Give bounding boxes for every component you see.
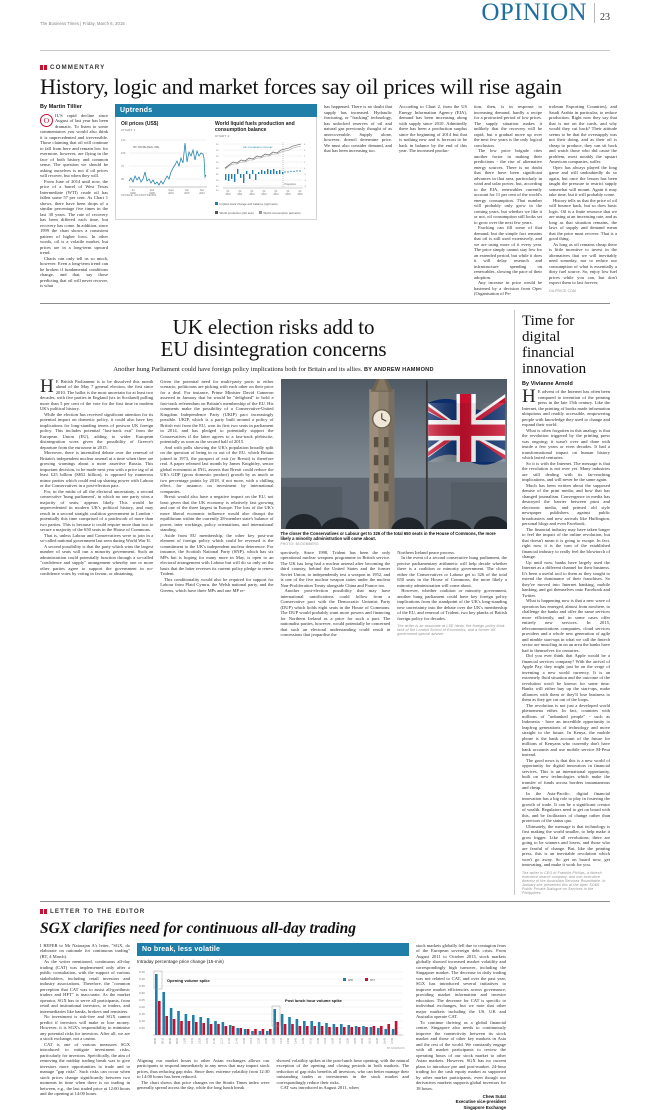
- svg-text:16:45: 16:45: [383, 1037, 386, 1044]
- svg-text:2016: 2016: [297, 194, 303, 196]
- svg-text:Feb: Feb: [150, 189, 155, 192]
- svg-text:0.35: 0.35: [139, 984, 145, 988]
- story-divider-1: [40, 303, 610, 304]
- svg-text:Q1: Q1: [262, 191, 266, 193]
- svg-text:35: 35: [121, 177, 124, 181]
- paragraph: History tells us that the price of oil will bounce back, but so does basic logic. Oil is a finite resource that we are using at an increasing rate, and as long as that situation remains, the laws of supply and demand mean that the price must recover. That is a good thing.: [549, 198, 617, 242]
- standfirst: [40, 366, 507, 374]
- letter-column-4: [416, 943, 506, 1110]
- paragraph: Moreover, there is intensified debate over the renewal of Britain's independent nuclear arsenal at a time when there are growing warnings about a more assertive Russia. This important decision, to be made next year with a price tag of at least £25 billion (S$52 billion), is opposed by numerous minor parties which could end up sharing power with Labour or the Conservatives in a post-election pact.: [40, 450, 153, 489]
- masthead-rule: [40, 50, 610, 51]
- svg-text:09:30: 09:30: [169, 1037, 172, 1044]
- svg-text:92: 92: [216, 156, 219, 158]
- svg-text:16:00: 16:00: [361, 1037, 364, 1044]
- svg-text:Q1: Q1: [274, 191, 278, 193]
- svg-text:90: 90: [216, 162, 219, 164]
- svg-text:09:45: 09:45: [176, 1037, 179, 1044]
- svg-text:13:15: 13:15: [280, 1037, 283, 1044]
- chart3-svg: [137, 966, 409, 1050]
- paragraph: The low price brigade cites another factor in making their predictions - the rise of alternative energy sources. There is no doubt that there have been significant advances in that area, particularly in wind and solar power, but, according to the EIA, renewables currently account for 11 per cent of the world's energy consumption. That number will probably only grow in the coming years, but whether we like it or not, oil consumption still looks set to grow over the next few years.: [474, 148, 542, 225]
- paragraph: Aligning our market hours to other Asian exchanges allows our participants to respond immediately to any news that may impact stock prices, thus reducing gap risks. Since then, extreme volatility from 12:30 to 14:00 hours has been reduced.: [137, 1058, 270, 1080]
- svg-text:11:45: 11:45: [235, 1037, 238, 1043]
- paragraph: That is, unless Labour and Conservatives were to join in a so-called national government last seen during World War II.: [40, 533, 153, 544]
- chart1-svg: [121, 132, 209, 194]
- paragraph: In the Asia-Pacific, digital financial innovation has a big role to play in fostering the growth of trade. It can be a significant creator of wealth. Regulators need to get on board with this, and be facilitators of change rather than protectors of the status quo.: [522, 791, 610, 824]
- story-digital-finance: [522, 310, 610, 895]
- photo-svg: [281, 379, 508, 529]
- paragraph: Ultimately, the message is that technology is first making the world smaller, to help make it grow bigger. Like all revolutions, there are going to be winners and losers, and those who are fearful of change. But, like the printing press, this is an inevitable revolution which won't go away. So get on board now, get innovating, and make it work for you.: [522, 824, 610, 868]
- story1-column-4: [399, 104, 467, 297]
- lower-section: [40, 310, 610, 895]
- byline-vivianne-arnold: By Vivianne Arnold: [522, 381, 610, 387]
- svg-text:80: 80: [216, 190, 219, 192]
- svg-text:2011: 2011: [238, 194, 244, 196]
- paragraph-dropcap: HE advent of the Internet has often been compared to invention of the printing press in the late 15th century. Like the Internet, the printing of books made information ubiquitous and readily accessible, empowering people with knowledge they used to change and expand their world.: [522, 389, 610, 428]
- paragraph: showed volatility spikes at the post-lunch hour opening, with the natural exception of the opening and closing periods in both markets. The reduction of gap risks benefits all investors, who can better manage their outstanding trades or investments in the stock market and correspondingly reduce their risks.: [277, 1058, 410, 1086]
- svg-text:70: 70: [121, 164, 124, 168]
- paragraph: As long as oil remains cheap there is little incentive to invest in the alternatives that we will inevitably need someday, nor to reduce our consumption of what is essentially a dirty fuel source. So, enjoy low fuel prices while you can, but don't expect them to last forever.: [549, 242, 617, 286]
- story-letter-editor: [40, 908, 610, 1110]
- paragraph: Fracking can fill some of that demand, but the simple fact remains that oil is still used extensively, and we are using more of it every year. The price simply cannot stay low for an extended period, but while it does it will delay research and infrastructure spending on renewables, slowing the pace of their adoption.: [474, 225, 542, 280]
- photo-big-ben-union-jack: [281, 379, 508, 529]
- svg-text:Q1: Q1: [226, 191, 230, 193]
- standfirst-text: Another hung Parliament could have foreign policy implications both for Britain and its allies.: [113, 366, 362, 373]
- paragraph: Brexit would also have a negative impact on the EU, not least given that the UK economy is relatively fast growing and one of the three largest in Europe. The loss of the UK's more liberal economic influence would also disrupt the equilibrium within the currently 28-member state's balance of power, inter workings, policy orientations, and international standing.: [160, 494, 273, 533]
- svg-text:-1: -1: [304, 174, 307, 176]
- svg-text:Nov: Nov: [200, 189, 205, 192]
- svg-text:2001: 2001: [168, 192, 174, 194]
- headline-oil: History, logic and market forces say oil prices will rise again: [40, 75, 610, 99]
- paragraph: In the event of a second consecutive hung parliament, the precise parliamentary arithmetic will help decide whether there is a coalition or minority government. The closer either the Conservatives or Labour get to 326 of the total 650 seats in the House of Commons, the more likely a minority administration will come about.: [397, 555, 507, 588]
- svg-text:-3: -3: [304, 186, 307, 188]
- paragraph: And with polls showing the UK's population broadly split on the question of being in or out of the EU, which Britain joined in 1973, the prospect of exit (or Brexit) is therefore real. A paper released last month by James Knightley, senior global economist at ING, asserts that Brexit could reduce the UK's GDP (gross domestic product) growth by as much as two percentage points by 2018, if not more, with a chilling effect, for instance, on investment by international companies.: [160, 445, 273, 495]
- svg-text:09:00: 09:00: [154, 1037, 157, 1044]
- svg-text:Sept: Sept: [168, 189, 173, 192]
- chart3-source: BT GRAPHICS: [387, 1046, 405, 1050]
- headline-line-1: UK election risks add to: [173, 315, 375, 339]
- svg-text:10:45: 10:45: [206, 1037, 209, 1044]
- standfirst-byline: BY ANDREW HAMMOND: [364, 367, 434, 373]
- graphic-no-break: [137, 943, 409, 1110]
- paragraph: What is often forgotten in this analogy is that the revolution triggered by the printing press was ongoing; it wasn't over and done with inside a few years or even decades. It had a transformational impact on human history which lasted centuries.: [522, 428, 610, 461]
- svg-text:2015: 2015: [285, 194, 291, 196]
- letter-signature: [416, 1094, 506, 1110]
- folio-line: The Business Times | Friday, March 6, 2015: [40, 21, 125, 26]
- chart1-source: SOURCE: MACROTRENDS: [121, 194, 209, 197]
- svg-text:2013: 2013: [261, 194, 267, 196]
- story2-endnote: The writer is an associate at LSE Ideas, the foreign policy think tank of the London School of Economics, and a former UK government special adviser: [397, 624, 507, 636]
- story1-column-3: [324, 104, 392, 297]
- svg-text:0.40: 0.40: [139, 977, 145, 981]
- folio-divider: [594, 3, 595, 23]
- paragraph: Did you ever think that Apple would be a financial services company? With the arrival of Apple Pay, they might just be on the verge of inventing a new world currency. It is an extremely fluid situation and the outcome of the revolution won't be known for some time. Banks will either buy up the start-ups, make alliances with them or they'll lose business to them as they get cut out of the loops.: [522, 653, 610, 703]
- paragraph: Another post-election possibility that may have international ramifications could follow from a Conservative pact with the Democratic Unionist Party (DUP) which holds eight seats in the House of Commons. The DUP would probably want more powers and financing for Northern Ireland as a price for such a pact. The nationalist parties, however, would potentially be concerned that such an electoral understanding could result in concessions that jeopardise the: [281, 588, 391, 638]
- svg-text:12:30: 12:30: [258, 1037, 261, 1044]
- drop-cap: O: [40, 114, 53, 127]
- chart-oil-prices: [121, 121, 209, 215]
- svg-text:3: 3: [304, 150, 306, 152]
- paragraph: IL'S rapid decline since August of last year has been dramatic. To listen to some commentators you would also think it is unprecedented and irreversible. Those claiming that oil will continue to fall from here and remain low for evermore, however, are flying in the face of both history and common sense. The question we should be asking ourselves is not if oil prices will recover, but when they will.: [40, 113, 108, 179]
- paragraph: tion, then, is in response to increasing demand, hardly a recipe for a protracted period of low prices. The supply situation makes it unlikely that the recovery will be rapid, but a gradual move up over the next few years is the only logical conclusion.: [474, 104, 542, 148]
- section-title: OPINION: [481, 0, 587, 25]
- svg-text:0.45: 0.45: [139, 970, 145, 974]
- paragraph: The financial industry may have taken longer to feel the impact of the online revolution, but that doesn't mean it is going to escape. In fact, right now it is the turn of the established financial industry to really feel the blowtorch of change.: [522, 527, 610, 560]
- legend-item: World consumption (left axis): [259, 211, 301, 215]
- svg-text:2012: 2012: [249, 194, 255, 196]
- paragraph: For, in the midst of all the electoral uncertainty, a second consecutive 'hung parliament', in which no one party wins a majority of seats, appears likely. This would be unprecedented in modern UK's political history, and may result in a second straight coalition government in London - potentially this time comprised of a patchwork of more than two parties. This is because it could require more than two to secure a majority of the 650 seats in the House of Commons.: [40, 489, 153, 533]
- kicker-commentary: [40, 64, 610, 71]
- paragraph: As the writer mentioned, continuous all-day trading (CAT) was implemented only after a public consultation, with the support of various stakeholders, including retail investors and industry associations. Therefore, the "common perception that CAT was to assist all-gorithmic traders and HFT" is inaccurate. As the market operator, SGX has to serve all participants, from retail and institutional investors, to traders, and intermediaries like banks, brokers and remisiers.: [40, 959, 130, 1014]
- svg-text:14:00: 14:00: [302, 1037, 305, 1044]
- paragraph: The chart shows that price changes on the Straits Times index were generally spread across the day, while the long lunch break: [137, 1080, 270, 1091]
- signature-org: Singapore Exchange: [416, 1105, 506, 1110]
- letter-column-2: [137, 1058, 270, 1091]
- svg-text:84: 84: [216, 180, 219, 182]
- story2-column-2: [160, 379, 273, 638]
- svg-text:0.10: 0.10: [139, 1019, 145, 1023]
- story-commentary: [40, 64, 610, 297]
- legend-item: Implied stock change and balance (right axis): [215, 202, 278, 206]
- svg-text:17:00: 17:00: [391, 1037, 394, 1044]
- svg-text:0.20: 0.20: [139, 1005, 145, 1009]
- paragraph: From June of 2014 until now, the price of a barrel of West Texas Intermediate (WTI) crude oil has fallen some 57 per cent. As Chart 1 shows, there have been drops of a similar percentage five times in the last 30 years. The rate of recovery has been differed each time, but recovery has come. In addition, since 1999 the chart shows a consistent pattern of higher lows. In other words, oil is a volatile market, but prices are in a long-term upward trend.: [40, 179, 108, 256]
- paragraph: Opec has always played the long game and will undoubtedly do so again, but once the lesson has been taught the pressure to restrict supply somewhat will mount. Again it may take time, but it will probably come.: [549, 165, 617, 198]
- svg-text:14:30: 14:30: [317, 1037, 320, 1044]
- paragraph: Given the potential need for multi-party pacts to either scenario, politicians are picking with each other on their price for a deal. For instance, Prime Minister David Cameron asserted in January that he would be "delighted" to hold a fast-track referendum on Britain's membership of the EU. His comments make the possibility of a Conservative-United Kingdom Independence Party (UKIP) pact increasingly possible. UKIP, which is a party built around a policy of British exit from the EU, won its first two seats in parliament in 2014, and has pledged to potentially support the Conservatives if the latter agrees to a fast-track plebiscite, potentially as soon as the second half of 2015.: [160, 379, 273, 445]
- paragraph: So it is with the Internet. The message is that the revolution is not over yet. Many industries are still dealing with its far-reaching implications, and will never be the same again.: [522, 461, 610, 483]
- paragraph: spectively. Since 1998, Trident has been the only operational nuclear weapons programme in British service. The UK has long had a nuclear arsenal after becoming the third country, behind the United States and the former Soviet Union, to independently test a weapon in 1952, and is one of the five nuclear weapon states under the nuclear Non-Proliferation Treaty alongside China and France too.: [281, 550, 391, 589]
- paragraph: stock markets globally fell due to contagion fears of the European sovereign debt crisis. From August 2011 to October 2013, stock markets globally showed increased market volatility and correspondingly high turnover, including the Singapore market. The decrease in daily trading was not related to CAT, and over the past year, SGX has introduced several initiatives to improve market efficiencies across governance, providing market information and investor education. The decrease for CAT is specific to individual exchanges, but we note that other major markets including the US, UK and Australia operate CAT.: [416, 943, 506, 1020]
- svg-text:10:15: 10:15: [191, 1037, 194, 1044]
- paragraph: CAT was introduced in August 2011, when: [277, 1085, 410, 1091]
- chart1-title: Oil prices (US$): [121, 121, 209, 127]
- svg-text:15:15: 15:15: [339, 1037, 342, 1044]
- story2-column-3: [281, 550, 391, 638]
- story3-endnote: The writer is CEO of Franklin Phillips, a fintech executive search company, and non-executive director of the Australian Services Roundtable. In January she presented this at the Apec SOM1 Public Private Dialogue on Services in the Philippines.: [522, 871, 610, 895]
- svg-text:Q1: Q1: [298, 191, 302, 193]
- svg-text:13:00: 13:00: [272, 1037, 275, 1044]
- story-divider-2: [40, 901, 610, 902]
- svg-text:Q1: Q1: [286, 191, 290, 193]
- letter-column-1: [40, 943, 130, 1110]
- paragraph: According to Chart 2, from the US Energy Information Agency (EIA), demand has been increasing along with supply since 2010. Admittedly there has been a production surplus since the beginning of 2014 but that is nothing new and is forecast to be back in balance by the end of this year. The increased produc-: [399, 104, 467, 154]
- paragraph: Up until now, banks have largely used the Internet as a different channel for their business. It's been a useful tool to them as they sought to extend the dominance of their franchises. So they've moved into Internet banking, mobile banking, and got themselves onto Facebook and Twitter.: [522, 560, 610, 599]
- kicker-letter: [40, 908, 610, 915]
- headline-line-2: EU disintegration concerns: [160, 337, 386, 361]
- svg-text:4: 4: [304, 144, 306, 146]
- paragraph: CAT is one of various measures SGX introduced to mitigate investment risks, particularly for investors. Specifically, the aim of removing the midday trading break was to give investors more opportunities to trade and to manage "gap risks". Such risks can occur when stock prices change significantly between two moments in time when there is no trading in between, e.g., the last traded price at 12:00 hours and the opening at 14:00 hours.: [40, 1042, 130, 1097]
- story1-column-1: [40, 104, 108, 297]
- paragraph: has happened. There is no doubt that supply has increased. Hydraulic fracturing, or "fracking" technology, has unlocked reserves of oil and natural gas previously thought of as unrecoverable. Supply alone, however, doesn't determine price. We must also consider demand, and that has been increasing too.: [324, 104, 392, 154]
- svg-text:14:45: 14:45: [324, 1037, 327, 1044]
- svg-text:13:45: 13:45: [295, 1037, 298, 1044]
- story1-column-5: [474, 104, 542, 297]
- chart-supply-balance: [215, 121, 311, 215]
- kicker-label: COMMENTARY: [50, 64, 105, 71]
- kicker-label: LETTER TO THE EDITOR: [50, 908, 145, 915]
- paragraph: Aside from EU membership, the other key post-war element of foreign policy which could be reversed is the commitment to the UK's independent nuclear deterrence. For instance, the Scottish National Party (SNP), which has six MPs but is hoping for many more in May, is open to an electoral arrangement with Labour but will do so only on the basis that the latter reverses its current policy pledge to renew Trident.: [160, 533, 273, 577]
- svg-text:82: 82: [216, 186, 219, 188]
- paragraph: I REFER to Mr Natarajan A's letter, "SGX, do elaborate on rationale for continuous trading" (BT, 4 March).: [40, 943, 130, 960]
- svg-text:12:15: 12:15: [250, 1037, 253, 1044]
- chart1-label: CHART 1: [121, 128, 209, 132]
- svg-text:HSI: HSI: [348, 978, 353, 982]
- svg-text:16:15: 16:15: [369, 1037, 372, 1044]
- photo-caption: The closer the Conservatives or Labour get to 326 of the total 650 seats in the House of Commons, the more likely a minority administration will come about.: [281, 531, 508, 541]
- svg-text:15:45: 15:45: [354, 1037, 357, 1044]
- svg-text:2007: 2007: [184, 192, 190, 194]
- kicker-square-icon: [40, 65, 47, 70]
- headline-uk-election: [40, 316, 507, 360]
- paragraph: While the election has received significant attention for its potential impact on domestic policy, it could also have key implications for long-standing tenets of postwar UK foreign policy. This includes potential "fast-track exit" from the European Union (EU), adding to wider European disintegration woes given the possibility of Greece's departure from the eurozone in 2015.: [40, 412, 153, 451]
- svg-text:WTI CRUDE (REAL US$): WTI CRUDE (REAL US$): [133, 146, 159, 149]
- svg-text:10:00: 10:00: [184, 1037, 187, 1044]
- paragraph: No investment is risk-free and SGX cannot predict if investors will make or lose money. However, it is SGX's responsibility to minimise any potential risks for investors. After all, we are a stock exchange, not a casino.: [40, 1014, 130, 1042]
- story1-source: OILPRICE.COM: [549, 289, 617, 293]
- letter-column-3: [277, 1058, 410, 1091]
- svg-text:0.15: 0.15: [139, 1012, 145, 1016]
- paragraph: The revolution is not just a developed world phenomena either. In fact, countries with millions of "unbanked people" - such as Indonesia - have an incredible opportunity to leapfrog generations of technology and move straight to the future. In Kenya, the mobile phone is the bank account of the future for millions of Kenyans who currently don't have bank accounts and use mobile service M-Pesa instead.: [522, 703, 610, 758]
- svg-text:2012: 2012: [199, 192, 205, 194]
- headline-digital-innovation: Time for digital financial innovation: [522, 313, 610, 377]
- svg-text:-2: -2: [304, 180, 307, 182]
- svg-text:13:30: 13:30: [287, 1037, 290, 1044]
- paragraph: Much has been written about the supposed demise of the print media, and how that has changed journalism. Convergence in media has destroyed the barrier between print and electronic media, and primed old style newspaper publishers against public broadcasters and new arrivals like Huffington, personal blogs and even Facebook.: [522, 483, 610, 527]
- paragraph: A second possibility is that the party which wins the largest number of seats will run a minority government. Such an administration could potentially function through a so-called "confidence and supply" arrangement whereby one or more other parties agree to support the government in no-confidence votes by voting in favour, or abstaining.: [40, 544, 153, 577]
- photo-credit: PHOTO: BLOOMBERG: [281, 542, 508, 546]
- svg-text:0.30: 0.30: [139, 991, 145, 995]
- svg-text:86: 86: [216, 174, 219, 176]
- graphic-banner: Uptrends: [115, 104, 317, 117]
- svg-text:0: 0: [304, 168, 306, 170]
- page-number: 23: [600, 12, 610, 23]
- svg-text:STI: STI: [370, 978, 375, 982]
- svg-text:96: 96: [216, 144, 219, 146]
- svg-text:11:15: 11:15: [221, 1037, 224, 1043]
- svg-text:11:30: 11:30: [228, 1037, 231, 1043]
- svg-text:105: 105: [121, 151, 126, 155]
- chart2-label: CHART 2: [215, 134, 311, 138]
- svg-text:140: 140: [121, 138, 126, 142]
- signature-name: Chew Sutat: [416, 1094, 506, 1099]
- paragraph: Northern Ireland peace process.: [397, 550, 507, 556]
- story2-photo-column: [281, 379, 508, 638]
- chart3-annotation-1: Opening volume spike: [167, 978, 210, 983]
- paragraph: What is happening now is that a new wave of operators has emerged, almost from nowhere, to challenge the banks and offer the same services more efficiently, and in some cases offer entirely new services. In 2015, telecommunications companies, cloud services providers and a whole new generation of agile and nimble start-ups in what we call the fintech sector are muscling in on an area the banks have had to themselves for centuries.: [522, 598, 610, 653]
- svg-text:12:45: 12:45: [265, 1037, 268, 1044]
- svg-text:2014: 2014: [273, 194, 279, 196]
- paragraph: troleum Exporting Countries), and Saudi Arabia in particular, to reduce production. Right now they say that that is not on the cards, and why would they cut back? Their attitude seems to be that the oversupply was not their doing, and as their oil is cheap to produce, they can sit back and watch those who did cause the problem, most notably the upstart American companies, suffer.: [549, 104, 617, 165]
- paragraph: Charts can only tell us so much, however. Even a long-term trend can be broken if fundamental conditions change, and that, say those predicting that oil will never recover, is what: [40, 256, 108, 289]
- chart2-legend: [215, 202, 311, 215]
- paragraph: The good news is that this is a new world of opportunity for digital innovators in financial services. This is an international opportunity, built on new technologies which make the transfer of funds across borders instantaneous and cheap.: [522, 758, 610, 791]
- svg-text:0.25: 0.25: [139, 998, 145, 1002]
- svg-text:15:00: 15:00: [332, 1037, 335, 1044]
- svg-text:2: 2: [304, 156, 306, 158]
- chart2-title: World liquid fuels production and consumption balance: [215, 121, 311, 133]
- svg-text:1: 1: [304, 162, 306, 164]
- svg-text:Jul: Jul: [131, 189, 135, 192]
- svg-text:2010: 2010: [225, 194, 231, 196]
- signature-title: Executive vice-president: [416, 1099, 506, 1104]
- svg-text:MILLION BARRELS PER DAY: MILLION BARRELS PER DAY: [243, 146, 273, 149]
- svg-text:0.05: 0.05: [139, 1026, 145, 1030]
- paragraph: To continue thriving as a global financial centre, Singapore also needs to continuously improve the connectivity between its stock market and those of other key markets in Asia and the rest of the world. We constantly engage with all market participants to review the operating hours of our stock market to other Asian markets. However, SGX has no current plans to introduce pre and post-market. 24-hour trading for the cash equity market as supported by other market participants, even though our derivatives markets supports global investors for 18 hours.: [416, 1020, 506, 1092]
- svg-text:14:15: 14:15: [309, 1037, 312, 1044]
- paragraph: This conditionality would also be required for support for Labour from Plaid Cymru, the Welsh national party, and the Greens, which have three MPs and one MP re-: [160, 577, 273, 594]
- story2-column-1: [40, 379, 153, 638]
- svg-text:94: 94: [216, 150, 219, 152]
- story2-column-4: [397, 550, 507, 638]
- headline-sgx: SGX clarifies need for continuous all-day trading: [40, 920, 610, 937]
- legend-item: World production (left axis): [215, 211, 254, 215]
- paragraph: However, whether coalition or minority government, another hung parliament could have key foreign policy implications from the standpoint of the UK's long-standing new uncertainty into the debate over the UK's membership of the EU, and renewal of Trident, two key planks of British foreign policy for decades.: [397, 588, 507, 621]
- svg-text:88: 88: [216, 168, 219, 170]
- svg-text:12:00: 12:00: [243, 1037, 246, 1044]
- svg-text:16:30: 16:30: [376, 1037, 379, 1044]
- svg-text:1990: 1990: [130, 192, 136, 194]
- paragraph-dropcap: HE British Parliament is to be dissolved this month ahead of the May 7 general election, the first since 2010. The ballot is the most uncertain for at least two decades, with five parties in England (six in Scotland) polling more than 5 per cent of the vote for the first time in modern UK's political history.: [40, 379, 153, 412]
- chart3-banner: No break, less volatile: [137, 943, 409, 956]
- svg-text:15:30: 15:30: [346, 1037, 349, 1044]
- chart3-subtitle: Intraday percentage price change (15-min): [137, 959, 409, 964]
- paragraph: Any increase in price would be hastened by a decision from Opec (Organisation of Pe-: [474, 280, 542, 297]
- svg-text:1996: 1996: [149, 192, 155, 194]
- svg-text:Apr: Apr: [185, 189, 189, 192]
- svg-text:11:00: 11:00: [213, 1037, 216, 1043]
- chart3-annotation-2: Post lunch hour volume spike: [285, 998, 343, 1003]
- svg-text:10:30: 10:30: [198, 1037, 201, 1044]
- chart2-svg: [215, 138, 311, 200]
- column-divider: [514, 310, 515, 895]
- kicker-square-icon: [40, 909, 47, 914]
- svg-text:09:15: 09:15: [161, 1037, 164, 1044]
- forecast-label: Projections: [285, 183, 297, 186]
- svg-text:Q1: Q1: [238, 191, 242, 193]
- section-header: [481, 0, 610, 25]
- svg-text:Q1: Q1: [250, 191, 254, 193]
- masthead: [40, 0, 610, 46]
- byline-martin-tillier: By Martin Tillier: [40, 104, 108, 110]
- story-uk-election: [40, 310, 507, 895]
- story1-column-6: [549, 104, 617, 297]
- graphic-uptrends: [115, 104, 317, 297]
